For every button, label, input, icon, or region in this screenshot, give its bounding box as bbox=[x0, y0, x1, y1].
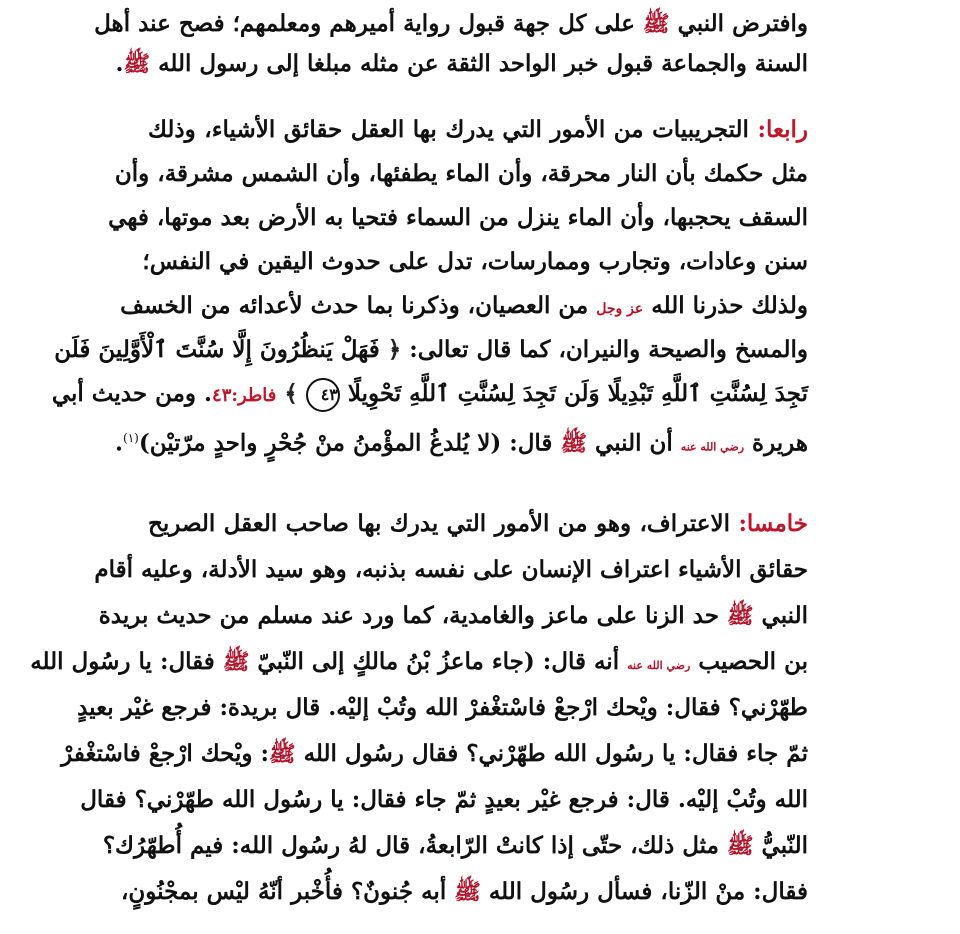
paragraph-3-line-1 bbox=[148, 504, 808, 544]
text-run: . bbox=[114, 429, 123, 457]
paragraph-2-line-1 bbox=[148, 110, 808, 150]
text-run: من العصيان، وذكرنا بما حدث لأعدائه من الخسف bbox=[120, 292, 589, 319]
paragraph-3-line-6 bbox=[61, 734, 808, 774]
paragraph-2-line-8 bbox=[114, 418, 808, 458]
text-run: على كل جهة قبول رواية أميرهم ومعلمهم؛ فصح عند أهل bbox=[94, 10, 635, 37]
salutation-icon: ﷺ bbox=[222, 649, 250, 675]
salutation-icon: ﷺ bbox=[560, 430, 588, 457]
paragraph-3-line-7 bbox=[80, 780, 808, 820]
quran-verse-text: فَهَلْ يَنظُرُونَ إِلَّا سُنَّتَ ٱلْأَوَّلِينَ فَلَن bbox=[54, 336, 380, 363]
salutation-icon: ﷺ bbox=[726, 603, 754, 629]
text-run: أبه جُنونٌ؟ فأُخْبر أنّهُ ليْس بمجْنُونٍ، bbox=[120, 878, 447, 905]
text-run: أنه قال: (جاء ماعزُ بْنُ مالكٍ إلى النّبيّ bbox=[257, 648, 620, 675]
text-run: حقائق الأشياء اعتراف الإنسان على نفسه بذنبه، وهو سيد الأدلة، وعليه أقام bbox=[94, 556, 808, 583]
text-run: السنة والجماعة قبول خبر الواحد الثقة عن مثله مبلغا إلى رسول الله bbox=[158, 50, 808, 77]
paragraph-2-line-5 bbox=[120, 286, 808, 326]
verse-number-badge: ٤٣ bbox=[306, 378, 340, 412]
text-run: السقف يحجبها، وأن الماء ينزل من السماء فتحيا به الأرض بعد موتها، فهي bbox=[108, 204, 808, 231]
text-run: حد الزنا على ماعز والغامدية، كما ورد عند مسلم من حديث بريدة bbox=[98, 602, 719, 629]
text-run: فقال: يا رسُول الله bbox=[30, 648, 215, 675]
text-run: ولذلك حذرنا الله bbox=[651, 292, 808, 319]
text-run: والمسخ والصيحة والنيران، كما قال تعالى: bbox=[409, 336, 808, 363]
text-run: أن النبي bbox=[595, 429, 673, 457]
text-run: النبي bbox=[761, 602, 808, 629]
text-run: ثمّ جاء فقال: يا رسُول الله طهّرْني؟ فقال رسُول الله bbox=[303, 740, 808, 767]
paragraph-2-line-6 bbox=[54, 330, 808, 370]
text-run: الله وتُبْ إليْه. قال: فرجع غيْر بعيدٍ ثمّ جاء فقال: يا رسُول الله طهّرْني؟ فقال bbox=[80, 786, 808, 813]
text-run: مثل ذلك، حتّى إذا كانتْ الرّابعةُ، قال لهُ رسُول الله: فيم أُطهّرُك؟ bbox=[102, 832, 719, 859]
paragraph-2-line-2 bbox=[114, 154, 808, 194]
text-run: هريرة bbox=[752, 429, 808, 457]
radiya-allahu-anhu-icon: رضي الله عنه bbox=[680, 440, 745, 454]
quran-bracket-close-icon: ﴾ bbox=[284, 380, 298, 407]
paragraph-1-line-2 bbox=[115, 44, 808, 84]
radiya-allahu-anhu-icon: رضي الله عنه bbox=[627, 659, 691, 672]
quran-bracket-open-icon: ﴿ bbox=[387, 336, 402, 363]
text-run: . ومن حديث أبي bbox=[51, 380, 213, 407]
text-run: مثل حكمك بأن النار محرقة، وأن الماء يطفئها، وأن الشمس مشرقة، وأن bbox=[114, 160, 808, 187]
salutation-icon: ﷺ bbox=[268, 741, 296, 767]
salutation-icon: ﷺ bbox=[726, 833, 754, 859]
text-run: سنن وعادات، وتجارب وممارسات، تدل على حدوث اليقين في النفس؛ bbox=[142, 248, 808, 275]
text-run: : ويْحك ارْجعْ فاسْتغْفرْ bbox=[61, 740, 269, 767]
text-run: التجريبيات من الأمور التي يدرك بها العقل حقائق الأشياء، وذلك bbox=[148, 116, 749, 143]
salutation-icon: ﷺ bbox=[123, 51, 151, 77]
text-run: طهّرْني؟ فقال: ويْحك ارْجعْ فاسْتغْفرْ الله وتُبْ إليْه. قال بريدة: فرجع غيْر بعيدٍ bbox=[77, 694, 808, 721]
azza-wajal-icon: عز وجل bbox=[596, 301, 644, 317]
salutation-icon: ﷺ bbox=[643, 11, 670, 37]
paragraph-2-line-3 bbox=[108, 198, 808, 238]
paragraph-2-line-7 bbox=[51, 374, 808, 414]
text-run: فقال: منْ الزّنا، فسأل رسُول الله bbox=[488, 878, 808, 905]
footnote-marker[interactable]: (١) bbox=[123, 431, 139, 445]
section-label-khamisan: خامسا: bbox=[738, 510, 808, 537]
text-run: وافترض النبي bbox=[677, 10, 808, 37]
quran-verse-text: تَجِدَ لِسُنَّتِ ٱللَّهِ تَبْدِيلًا وَلَن تَجِدَ لِسُنَّتِ ٱللَّهِ تَحْوِيلًا bbox=[347, 380, 808, 407]
paragraph-3-line-9 bbox=[120, 872, 808, 912]
paragraph-2-line-4 bbox=[142, 242, 808, 282]
text-run: . bbox=[115, 50, 124, 77]
text-run: النّبيُّ bbox=[761, 832, 808, 859]
text-run: بن الحصيب bbox=[698, 648, 808, 675]
surah-reference: فاطر:٤٣ bbox=[212, 385, 277, 406]
paragraph-1-line-1 bbox=[94, 4, 808, 44]
text-run: الاعتراف، وهو من الأمور التي يدرك بها صاحب العقل الصريح bbox=[148, 510, 731, 537]
hadith-quote: قال: (لا يُلدغُ المؤْمنُ منْ جُحْرٍ واحدٍ مرّتيْن) bbox=[138, 429, 553, 457]
section-label-rabian: رابعا: bbox=[757, 116, 808, 143]
paragraph-3-line-4 bbox=[30, 642, 808, 682]
paragraph-3-line-8 bbox=[102, 826, 808, 866]
paragraph-3-line-2 bbox=[94, 550, 808, 590]
salutation-icon: ﷺ bbox=[454, 879, 481, 905]
paragraph-3-line-3 bbox=[98, 596, 808, 636]
paragraph-3-line-5 bbox=[77, 688, 808, 728]
